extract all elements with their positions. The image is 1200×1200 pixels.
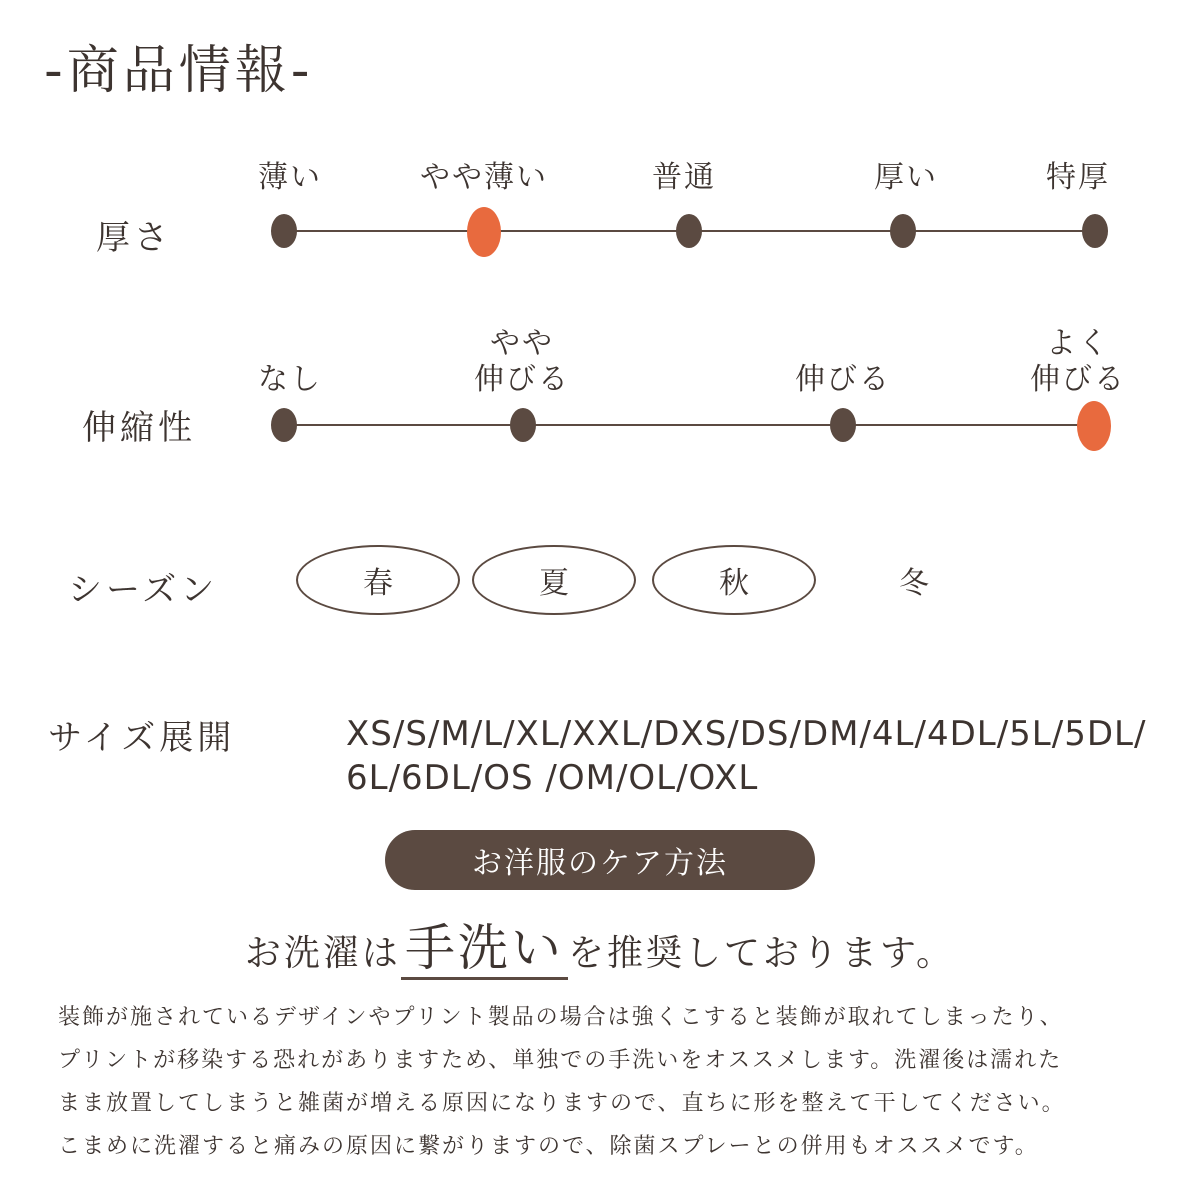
season-summer-badge: 夏 — [472, 545, 636, 615]
season-autumn-badge: 秋 — [652, 545, 816, 615]
thickness-dot — [676, 214, 702, 248]
stretch-scale-line — [284, 424, 1096, 426]
season-spring-badge: 春 — [296, 545, 460, 615]
stretch-option-label: やや — [490, 326, 554, 361]
wash-prefix: お洗濯は — [244, 933, 401, 974]
thickness-dot-selected — [467, 207, 501, 257]
season-label: シーズン — [68, 570, 219, 610]
thickness-option-label: やや薄い — [420, 160, 548, 195]
care-paragraph-line: 装飾が施されているデザインやプリント製品の場合は強くこすると装飾が取れてしまったり、 — [58, 1005, 1064, 1030]
size-list-line: XS/S/M/L/XL/XXL/DXS/DS/DM/4L/4DL/5L/5DL/ — [346, 714, 1147, 754]
stretch-option-label: 伸びる — [1030, 362, 1126, 397]
wash-emphasis: 手洗い — [401, 919, 568, 980]
season-winter-badge: 冬 — [899, 566, 929, 601]
size-list-line: 6L/6DL/OS /OM/OL/OXL — [346, 758, 759, 798]
stretch-dot-selected — [1077, 401, 1111, 451]
stretch-option-label: 伸びる — [474, 362, 570, 397]
stretch-dot — [830, 408, 856, 442]
care-paragraph-line: まま放置してしまうと雑菌が増える原因になりますので、直ちに形を整えて干してください。 — [58, 1091, 1066, 1116]
thickness-dot — [1082, 214, 1108, 248]
thickness-option-label: 厚い — [874, 160, 938, 195]
wash-recommendation — [0, 908, 1200, 980]
stretch-option-label: なし — [258, 362, 322, 397]
size-list — [346, 712, 1146, 800]
thickness-dot — [271, 214, 297, 248]
page-title: -商品情報- — [44, 41, 314, 101]
care-paragraph-line: プリントが移染する恐れがありますため、単独での手洗いをオススメします。洗濯後は濡れた — [58, 1048, 1063, 1073]
thickness-label: 厚さ — [96, 218, 172, 258]
thickness-option-label: 普通 — [652, 160, 716, 195]
stretch-label: 伸縮性 — [82, 408, 196, 448]
thickness-option-label: 特厚 — [1046, 160, 1110, 195]
stretch-option-label: よく — [1046, 326, 1110, 361]
care-heading-pill: お洋服のケア方法 — [385, 830, 815, 890]
thickness-dot — [890, 214, 916, 248]
sizes-label: サイズ展開 — [48, 718, 236, 758]
stretch-option-label: 伸びる — [795, 362, 891, 397]
care-paragraph — [58, 996, 1168, 1168]
stretch-dot — [271, 408, 297, 442]
thickness-option-label: 薄い — [258, 160, 322, 195]
wash-suffix: を推奨しております。 — [567, 933, 956, 974]
stretch-dot — [510, 408, 536, 442]
care-paragraph-line: こまめに洗濯すると痛みの原因に繋がりますので、除菌スプレーとの併用もオススメです。 — [58, 1134, 1039, 1159]
